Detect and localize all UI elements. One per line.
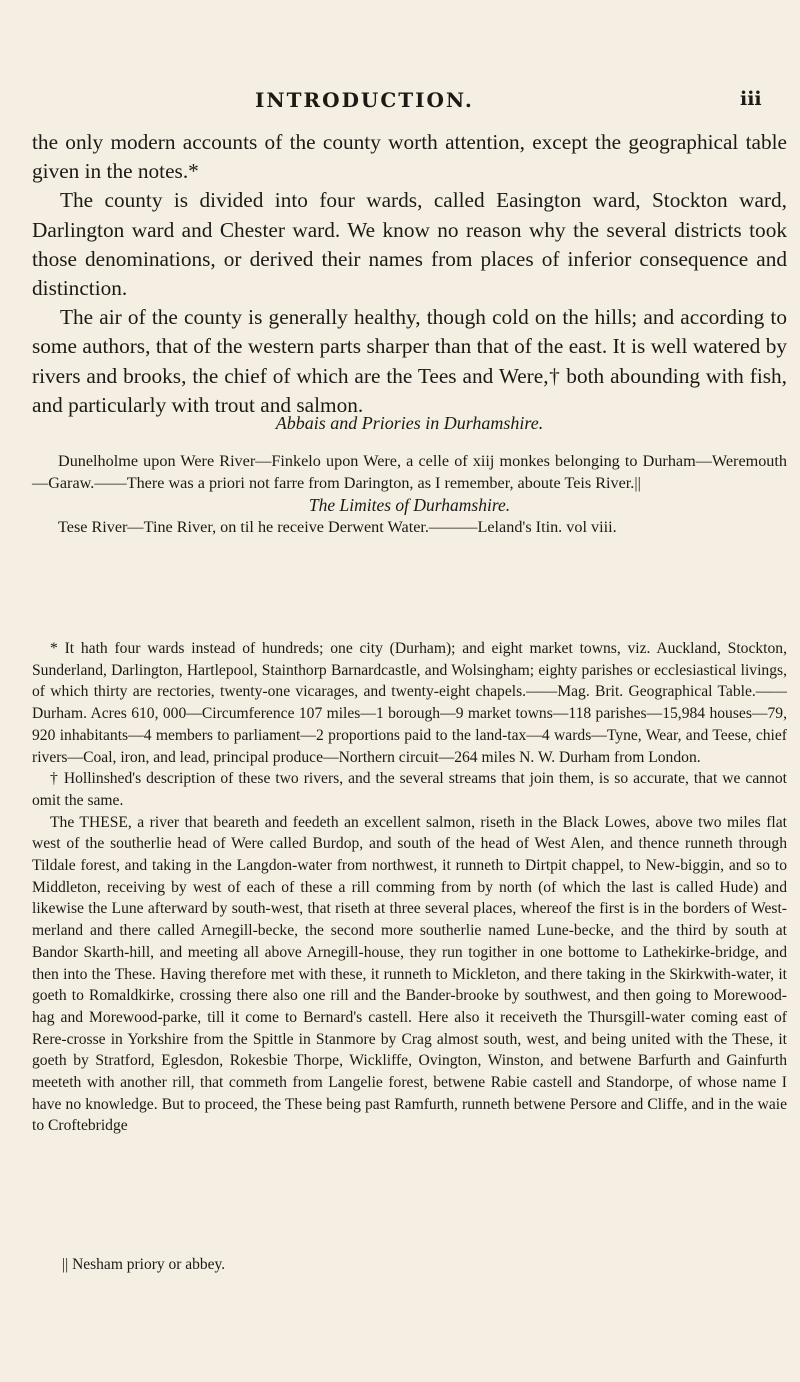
notes-section <box>32 638 787 1137</box>
note-paragraph: * It hath four wards instead of hundreds; one city (Durham); and eight market towns, viz. Auckland, Stockton, Sunderland, Darlington, Hartlepool, Stainthorp Barnardcastle, and Wolsingham; eighty parishes or ecclesiastical livings, of which thirty are rectories, twenty-one vicarages, and twenty-eight chapels.——Mag. Brit. Geographical Table.——Durham. Acres 610, 000—Circumference 107 miles—1 borough—9 market towns—118 parishes—15,984 houses—79, 920 inhabitants—4 members to parliament—2 proportions paid to the land-tax—4 wards—Tyne, Wear, and Teese, chief rivers—Coal, iron, and lead, principal produce—Northern circuit—264 miles N. W. Durham from London. <box>32 640 787 766</box>
paragraph: The county is divided into four wards, called Easington ward, Stockton ward, Darlington ward and Chester ward. We know no reason why the several districts took those denominations, or derived their names from places of inferior consequence and distinction. <box>32 188 787 301</box>
quotation-paragraph: Tese River—Tine River, on til he receive Derwent Water.———Leland's Itin. vol viii. <box>58 518 617 536</box>
page-number: iii <box>740 88 762 110</box>
running-title: INTRODUCTION. <box>255 88 474 112</box>
paragraph: the only modern accounts of the county worth attention, except the geographical table given in the notes.* <box>32 130 787 184</box>
page-header <box>0 88 800 118</box>
note-paragraph: The THESE, a river that beareth and feedeth an excellent salmon, riseth in the Black Lowes, above two miles flat west of the southerlie head of Were called Burdop, and south of the head of West Alen, and thence runneth through Tildale forest, and taking in the Langdon-water from northwest, it runneth to Dirtpit chappel, to New-biggin, and so to Middleton, receiving by west of each of these a rill comming from by north (of which the last is called Hude) and likewise the Lune afterward by south-west, that riseth at three several places, whereof the first is in the borders of West-merland and there called Arnegill-becke, the second more southerlie named Lune-becke, and the third by south at Bandor Skarth-hill, and meeting all above Arnegill-house, they run togither in one bottome to Lathekirke-bridge, and then into the These. Having therefore met with these, it runneth to Mickleton, and there taking in the Skirkwith-water, it goeth to Romaldkirke, crossing there also one rill and the Bander-brooke by southwest, and then going to Morewood-hag and Morewood-parke, till it come to Bernard's castell. Here also it receiveth the Thursgill-water coming east of Rere-crosse in Yorkshire from the Spittle in Stanmore by Crag almost south, west, and being united with the These, it goeth by Stratford, Eglesdon, Rokesbie Thorpe, Wickliffe, Ovington, Winston, and betwene Barfurth and Gainfurth meeteth with another rill, that commeth from Langelie forest, betwene Rabie castell and Standorpe, of whose name I have no knowledge. But to proceed, the These being past Ramfurth, runneth betwene Persore and Cliffe, and in the waie to Croftebridge <box>32 813 787 1135</box>
quotation-heading: Abbais and Priories in Durhamshire. <box>275 413 544 433</box>
quotation-subheading: The Limites of Durhamshire. <box>308 495 511 515</box>
main-text <box>32 128 787 420</box>
quotation-paragraph: Dunelholme upon Were River—Finkelo upon Were, a celle of xiij monkes belonging to Durham—Weremouth—Garaw.——There was a priori not farre from Darington, as I remember, aboute Teis River.|| <box>32 452 787 492</box>
footnote: || Nesham priory or abbey. <box>62 1256 226 1273</box>
leland-quotation <box>32 410 787 538</box>
note-paragraph: † Hollinshed's description of these two rivers, and the several streams that join them, is so accurate, that we cannot omit the same. <box>32 770 787 809</box>
paragraph: The air of the county is generally healthy, though cold on the hills; and according to some authors, that of the western parts sharper than that of the east. It is well watered by rivers and brooks, the chief of which are the Tees and Were,† both abounding with fish, and particularly with trout and salmon. <box>32 305 787 417</box>
